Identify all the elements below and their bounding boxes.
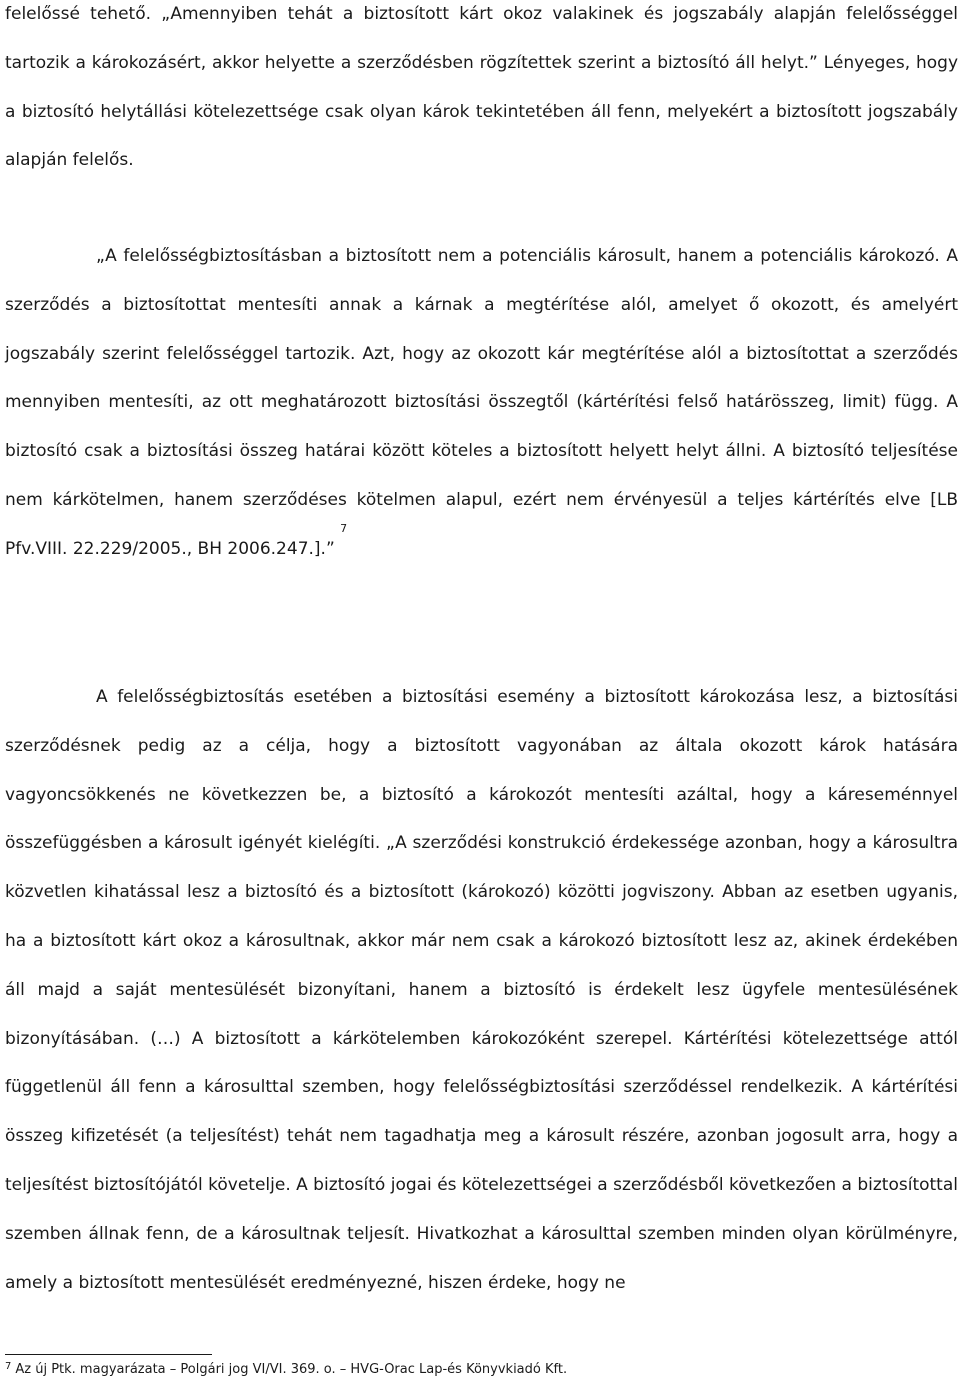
paragraph-1 bbox=[5, 0, 958, 185]
paragraph-3 bbox=[5, 673, 958, 1307]
footnote-text: Az új Ptk. magyarázata – Polgári jog VI/VI. 369. o. – HVG-Orac Lap-és Könyvkiadó Kft. bbox=[15, 1362, 568, 1377]
footnote-reference[interactable]: 7 bbox=[340, 521, 348, 535]
paragraph-2-text: „A felelősségbiztosításban a biztosított nem a potenciális károsult, hanem a potenciális károkozó. A szerződés a biztosítottat mentesíti annak a kárnak a megtérítése alól, amelyet ő okozott, és amelyért jogszabály szerint felelősséggel tartozik. Azt, hogy az okozott kár megtérítése alól a biztosítottat a szerződés mennyiben mentesíti, az ott meghatározott biztosítási összegtől (kártérítési felső határösszeg, limit) függ. A biztosító csak a biztosítási összeg határai között köteles a biztosított helyett helyt állni. A biztosító teljesítése nem kárkötelmen, hanem szerződéses kötelmen alapul, ezért nem érvényesül a teljes kártérítés elve [LB Pfv.VIII. 22.229/2005., BH 2006.247.].” bbox=[5, 246, 958, 559]
paragraph-3-text: A felelősségbiztosítás esetében a biztosítási esemény a biztosított károkozása lesz, a biztosítási szerződésnek pedig az a célja, hogy a biztosított vagyonában az általa okozott károk hatására vagyoncsökkenés ne következzen be, a biztosító a károkozót mentesíti azáltal, hogy a káreseménnyel összefüggésben a károsult igényét kielégíti. „A szerződési konstrukció érdekessége azonban, hogy a károsultra közvetlen kihatással lesz a biztosító és a biztosított (károkozó) közötti jogviszony. Abban az esetben ugyanis, ha a biztosított kárt okoz a károsultnak, akkor már nem csak a károkozó biztosított lesz az, akinek érdekében áll majd a saját mentesülését bizonyítani, hanem a biztosító is érdekelt lesz ügyfele mentesülésének bizonyításában. (…) A biztosított a kárkötelemben károkozóként szerepel. Kártérítési kötelezettsége attól függetlenül áll fenn a károsulttal szemben, hogy felelősségbiztosítási szerződéssel rendelkezik. A kártérítési összeg kifizetését (a teljesítést) tehát nem tagadhatja meg a károsult részére, azonban jogosult arra, hogy a teljesítést biztosítójától követelje. A biztosító jogai és kötelezettségei a szerződésből következően a biztosítottal szemben állnak fenn, de a károsultnak teljesít. Hivatkozhat a károsulttal szemben minden olyan körülményre, amely a biztosított mentesülését eredményezné, hiszen érdeke, hogy ne bbox=[5, 687, 958, 1293]
footnote-divider bbox=[5, 1354, 212, 1355]
paragraph-2-quote bbox=[5, 232, 958, 574]
paragraph-1-text: felelőssé tehető. „Amennyiben tehát a biztosított kárt okoz valakinek és jogszabály alapján felelősséggel tartozik a károkozásért, akkor helyette a szerződésben rögzítettek szerint a biztosító áll helyt.” Lényeges, hogy a biztosító helytállási kötelezettsége csak olyan károk tekintetében áll fenn, melyekért a biztosított jogszabály alapján felelős. bbox=[5, 4, 958, 171]
footnote-mark: 7 bbox=[5, 1361, 12, 1372]
footnote bbox=[5, 1358, 567, 1382]
